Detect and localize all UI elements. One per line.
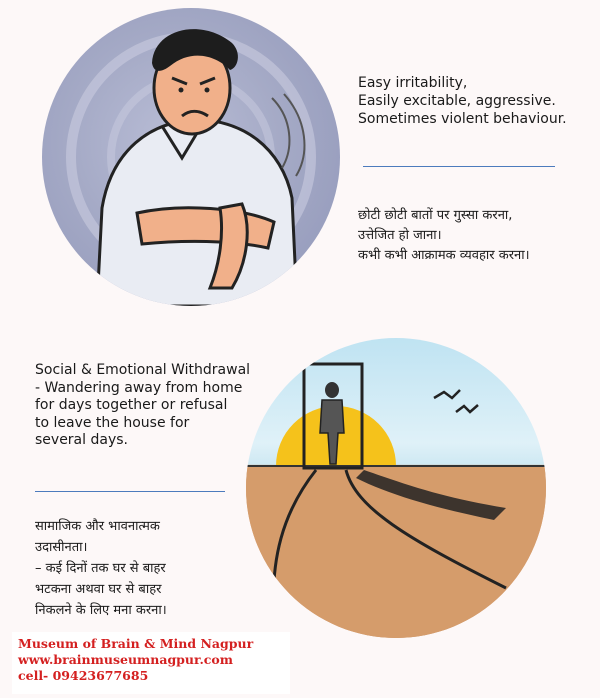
museum-credit-footer	[12, 632, 290, 694]
museum-name: Museum of Brain & Mind Nagpur	[18, 636, 254, 651]
irritable-man-illustration	[42, 8, 340, 306]
museum-phone: cell- 09423677685	[18, 668, 149, 683]
irritability-hindi-text: छोटी छोटी बातों पर गुस्सा करना, उत्तेजित हो जाना। कभी कभी आक्रामक व्यवहार करना।	[358, 208, 530, 263]
doorway-drawing	[246, 338, 546, 638]
top-divider	[363, 166, 555, 167]
withdrawal-hindi-text: सामाजिक और भावनात्मक उदासीनता। – कई दिनों तक घर से बाहर भटकना अथवा घर से बाहर निकलने के लिए मना करना।	[35, 519, 167, 618]
museum-website: www.brainmuseumnagpur.com	[18, 652, 233, 667]
withdrawal-english-text: Social & Emotional Withdrawal - Wandering away from home for days together or refusal to leave the house for several days.	[35, 362, 251, 448]
bird-icon	[434, 390, 460, 398]
bottom-divider	[35, 491, 225, 492]
bird-icon	[456, 405, 478, 412]
irritability-english-text: Easy irritability, Easily excitable, aggressive. Sometimes violent behaviour.	[358, 75, 567, 127]
irritable-man-drawing	[42, 8, 340, 306]
withdrawal-doorway-illustration	[246, 338, 546, 638]
